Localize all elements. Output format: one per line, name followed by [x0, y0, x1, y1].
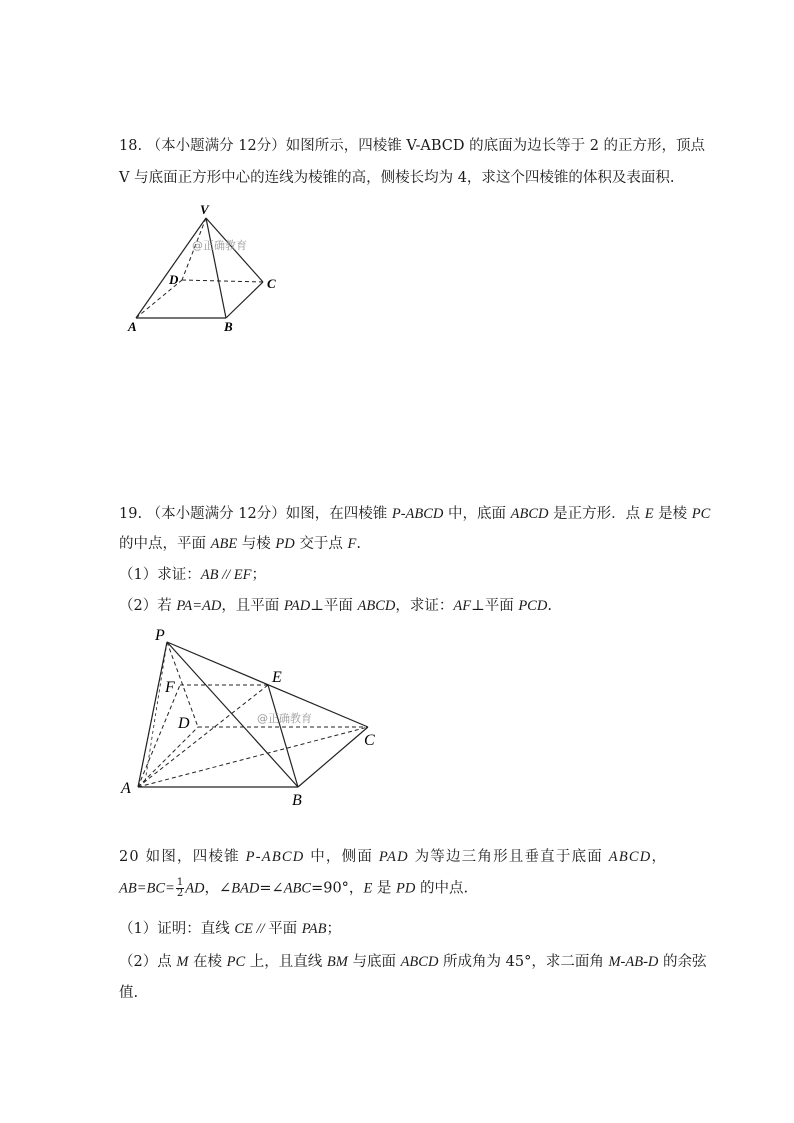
watermark: @正确教育 — [192, 239, 247, 252]
watermark: @正确教育 — [257, 712, 312, 725]
q19-pyramid-figure — [115, 622, 395, 814]
q20-part-1: （1）证明：直线 CE // 平面 PAB； — [119, 921, 341, 937]
q20-line-2: AB=BC= $\frac{1}{2}$ AD，∠BAD=∠ABC=90°，E 是 PD 的中点. — [119, 877, 469, 899]
q19-line-1: 19. （本小题满分 12分）如图，在四棱锥 P-ABCD 中，底面 ABCD 是正方形．点 E 是棱 PC — [119, 506, 711, 522]
label-D: D — [169, 272, 179, 287]
label-V: V — [200, 202, 209, 217]
q18-pyramid-figure — [120, 200, 290, 340]
label-A: A — [128, 319, 137, 334]
edge-AE — [138, 685, 268, 787]
label-D: D — [178, 715, 190, 732]
edge-AF — [138, 685, 180, 787]
label-B: B — [224, 319, 233, 334]
edge-EB — [268, 685, 298, 787]
label-E: E — [272, 669, 282, 686]
q18-line-2: V 与底面正方形中心的连线为棱锥的高，侧棱长均为 4，求这个四棱锥的体积及表面积. — [119, 170, 675, 186]
label-C: C — [364, 732, 375, 749]
edge-BC — [226, 282, 263, 318]
label-B: B — [292, 792, 302, 809]
edge-VB — [206, 218, 226, 318]
edge-AD — [138, 727, 198, 787]
label-F: F — [165, 679, 175, 696]
q20-part-2: （2）点 M 在棱 PC 上，且直线 BM 与底面 ABCD 所成角为 45°，求二面角 M-AB-D 的余弦 — [119, 954, 707, 970]
fraction-one-half: $\frac{1}{2}$ — [176, 877, 184, 899]
q19-part-2: （2）若 PA=AD，且平面 PAD⊥平面 ABCD，求证：AF⊥平面 PCD. — [119, 598, 552, 614]
edge-BC — [298, 727, 368, 787]
q18-line-1: 18. （本小题满分 12分）如图所示，四棱锥 V-ABCD 的底面为边长等于 2 的正方形，顶点 — [119, 138, 706, 154]
label-A: A — [121, 780, 131, 797]
q19-part-1: （1）求证：AB // EF； — [119, 567, 266, 583]
q20-part-2-cont: 值. — [119, 985, 139, 1001]
edge-DC — [182, 280, 263, 282]
q19-line-2: 的中点，平面 ABE 与棱 PD 交于点 F. — [119, 536, 361, 552]
edge-VA — [136, 218, 206, 318]
label-P: P — [155, 627, 165, 644]
q20-line-1: 20 如图，四棱锥 P-ABCD 中，侧面 PAD 为等边三角形且垂直于底面 ABCD， — [119, 849, 668, 865]
label-C: C — [267, 276, 276, 291]
